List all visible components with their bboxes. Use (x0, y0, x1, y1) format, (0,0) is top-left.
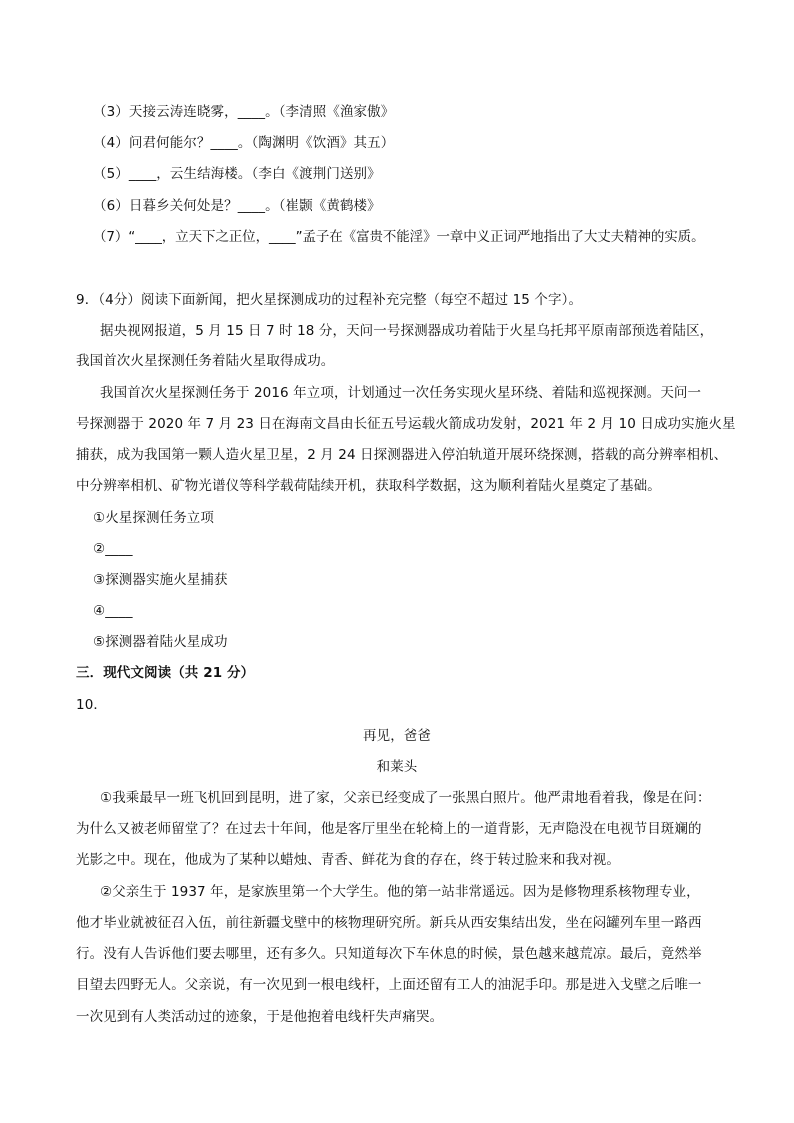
article-author: 和莱头 (376, 759, 418, 775)
news-paragraph-2-line-1: 我国首次火星探测任务于 2016 年立项，计划通过一次任务实现火星环绕、着陆和巡视探测。天问一 (100, 385, 702, 401)
fill-in-item-6: （6）日暮乡关何处是？____。（崔颢《黄鹤楼》 (93, 198, 381, 214)
news-paragraph-2-line-2: 号探测器于 2020 年 7 月 23 日在海南文昌由长征五号运载火箭成功发射，2021 年 2 月 10 日成功实施火星 (76, 416, 736, 432)
section-heading: 三．现代文阅读（共 21 分） (76, 665, 255, 681)
article-paragraph-2-line-5: 一次见到有人类活动过的迹象，于是他抱着电线杆失声痛哭。 (76, 1009, 444, 1025)
question-10-number: 10． (76, 697, 107, 713)
article-paragraph-1-line-2: 为什么又被老师留堂了？在过去十年间，他是客厅里坐在轮椅上的一道背影，无声隐没在电视节目斑斓的 (76, 821, 702, 837)
fill-in-item-3: （3）天接云涛连晓雾，____。（李清照《渔家傲》 (93, 104, 395, 120)
step-3: ③探测器实施火星捕获 (93, 572, 228, 588)
fill-in-item-5: （5）____，云生结海楼。（李白《渡荆门送别》 (93, 166, 381, 182)
question-9-prompt: 9．（4分）阅读下面新闻，把火星探测成功的过程补充完整（每空不超过 15 个字）。 (76, 292, 583, 308)
article-paragraph-2-line-2: 他才毕业就被征召入伍，前往新疆戈壁中的核物理研究所。新兵从西安集结出发，坐在闷罐列车里一路西 (76, 915, 702, 931)
article-paragraph-2-line-3: 行。没有人告诉他们要去哪里，还有多久。只知道每次下车休息的时候，景色越来越荒凉。最后，竟然举 (76, 946, 702, 962)
article-title: 再见，爸爸 (363, 728, 431, 744)
article-paragraph-2-line-4: 目望去四野无人。父亲说，有一次见到一根电线杆，上面还留有工人的油泥手印。那是进入戈壁之后唯一 (76, 977, 702, 993)
article-paragraph-1-line-1: ①我乘最早一班飞机回到昆明，进了家，父亲已经变成了一张黑白照片。他严肃地看着我，像是在问： (100, 790, 711, 806)
news-paragraph-1-line-1: 据央视网报道，5 月 15 日 7 时 18 分，天问一号探测器成功着陆于火星乌托邦平原南部预选着陆区， (100, 323, 714, 339)
fill-in-item-7: （7）“____，立天下之正位，____”孟子在《富贵不能淫》一章中义正词严地指出了大丈夫精神的实质。 (93, 229, 705, 245)
news-paragraph-1-line-2: 我国首次火星探测任务着陆火星取得成功。 (76, 353, 335, 369)
article-paragraph-1-line-3: 光影之中。现在，他成为了某种以蜡烛、青香、鲜花为食的存在，终于转过脸来和我对视。 (76, 852, 620, 868)
news-paragraph-2-line-3: 捕获，成为我国第一颗人造火星卫星，2 月 24 日探测器进入停泊轨道开展环绕探测，搭载的高分辨率相机、 (76, 447, 728, 463)
step-1: ①火星探测任务立项 (93, 510, 215, 526)
news-paragraph-2-line-4: 中分辨率相机、矿物光谱仪等科学载荷陆续开机，获取科学数据，这为顺利着陆火星奠定了基础。 (76, 478, 661, 494)
step-4-blank: ④____ (93, 603, 133, 619)
fill-in-item-4: （4）问君何能尔？____。（陶渊明《饮酒》其五） (93, 135, 395, 151)
step-2-blank: ②____ (93, 541, 133, 557)
article-paragraph-2-line-1: ②父亲生于 1937 年，是家族里第一个大学生。他的第一站非常遥远。因为是修物理系核物理专业， (100, 884, 700, 900)
step-5: ⑤探测器着陆火星成功 (93, 634, 228, 650)
